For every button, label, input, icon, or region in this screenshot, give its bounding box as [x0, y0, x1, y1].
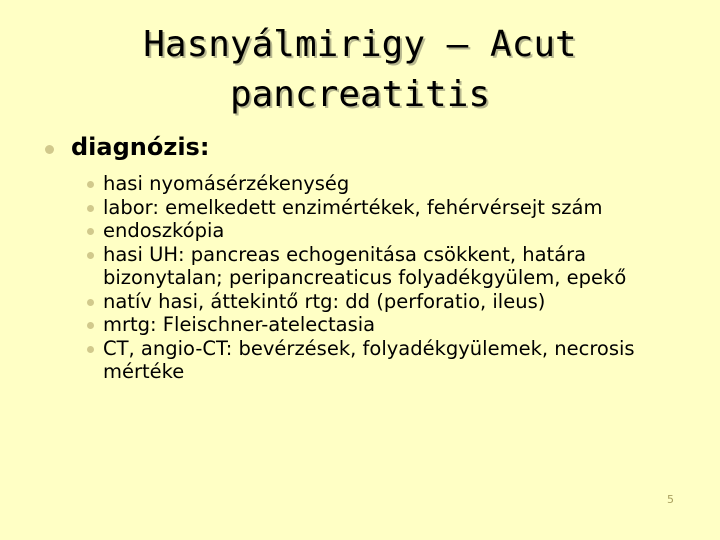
sub-bullet-list: [87, 172, 677, 384]
sub-bullet-text: mrtg: Fleischner-atelectasia: [103, 313, 376, 336]
sub-bullet-text: endoszkópia: [103, 219, 225, 242]
main-bullet-label: diagnózis:: [71, 133, 210, 161]
bullet-dot-icon: [87, 346, 94, 353]
sub-bullet-text: CT, angio-CT: bevérzések, folyadékgyülemek, necrosis mértéke: [103, 336, 635, 383]
bullet-dot-icon: [87, 181, 94, 188]
sub-bullet-text: natív hasi, áttekintő rtg: dd (perforatio, ileus): [103, 289, 546, 313]
bullet-dot-icon: [87, 299, 94, 306]
slide-title: [90, 20, 630, 120]
page-number: 5: [667, 493, 674, 506]
sub-bullet-item: [87, 172, 677, 196]
bullet-dot-icon: [45, 145, 54, 154]
sub-bullet-text: hasi nyomásérzékenység: [103, 172, 350, 195]
bullet-dot-icon: [87, 322, 94, 329]
sub-bullet-item: [87, 313, 677, 337]
sub-bullet-item: [87, 290, 677, 314]
sub-bullet-text: hasi UH: pancreas echogenitása csökkent, határa bizonytalan; peripancreaticus folyadékgyülem, epekő: [103, 242, 627, 289]
sub-bullet-text: labor: emelkedett enzimértékek, fehérvérsejt szám: [103, 195, 603, 219]
sub-bullet-item: [87, 243, 677, 290]
main-bullet: [45, 132, 685, 162]
sub-bullet-item: [87, 196, 677, 220]
sub-bullet-item: [87, 219, 677, 243]
bullet-dot-icon: [87, 205, 94, 212]
slide-title-line-2: pancreatitis: [229, 74, 491, 115]
sub-bullet-item: [87, 337, 677, 384]
slide-title-line-1: Hasnyálmirigy – Acut: [143, 24, 577, 65]
bullet-dot-icon: [87, 252, 94, 259]
bullet-dot-icon: [87, 228, 94, 235]
